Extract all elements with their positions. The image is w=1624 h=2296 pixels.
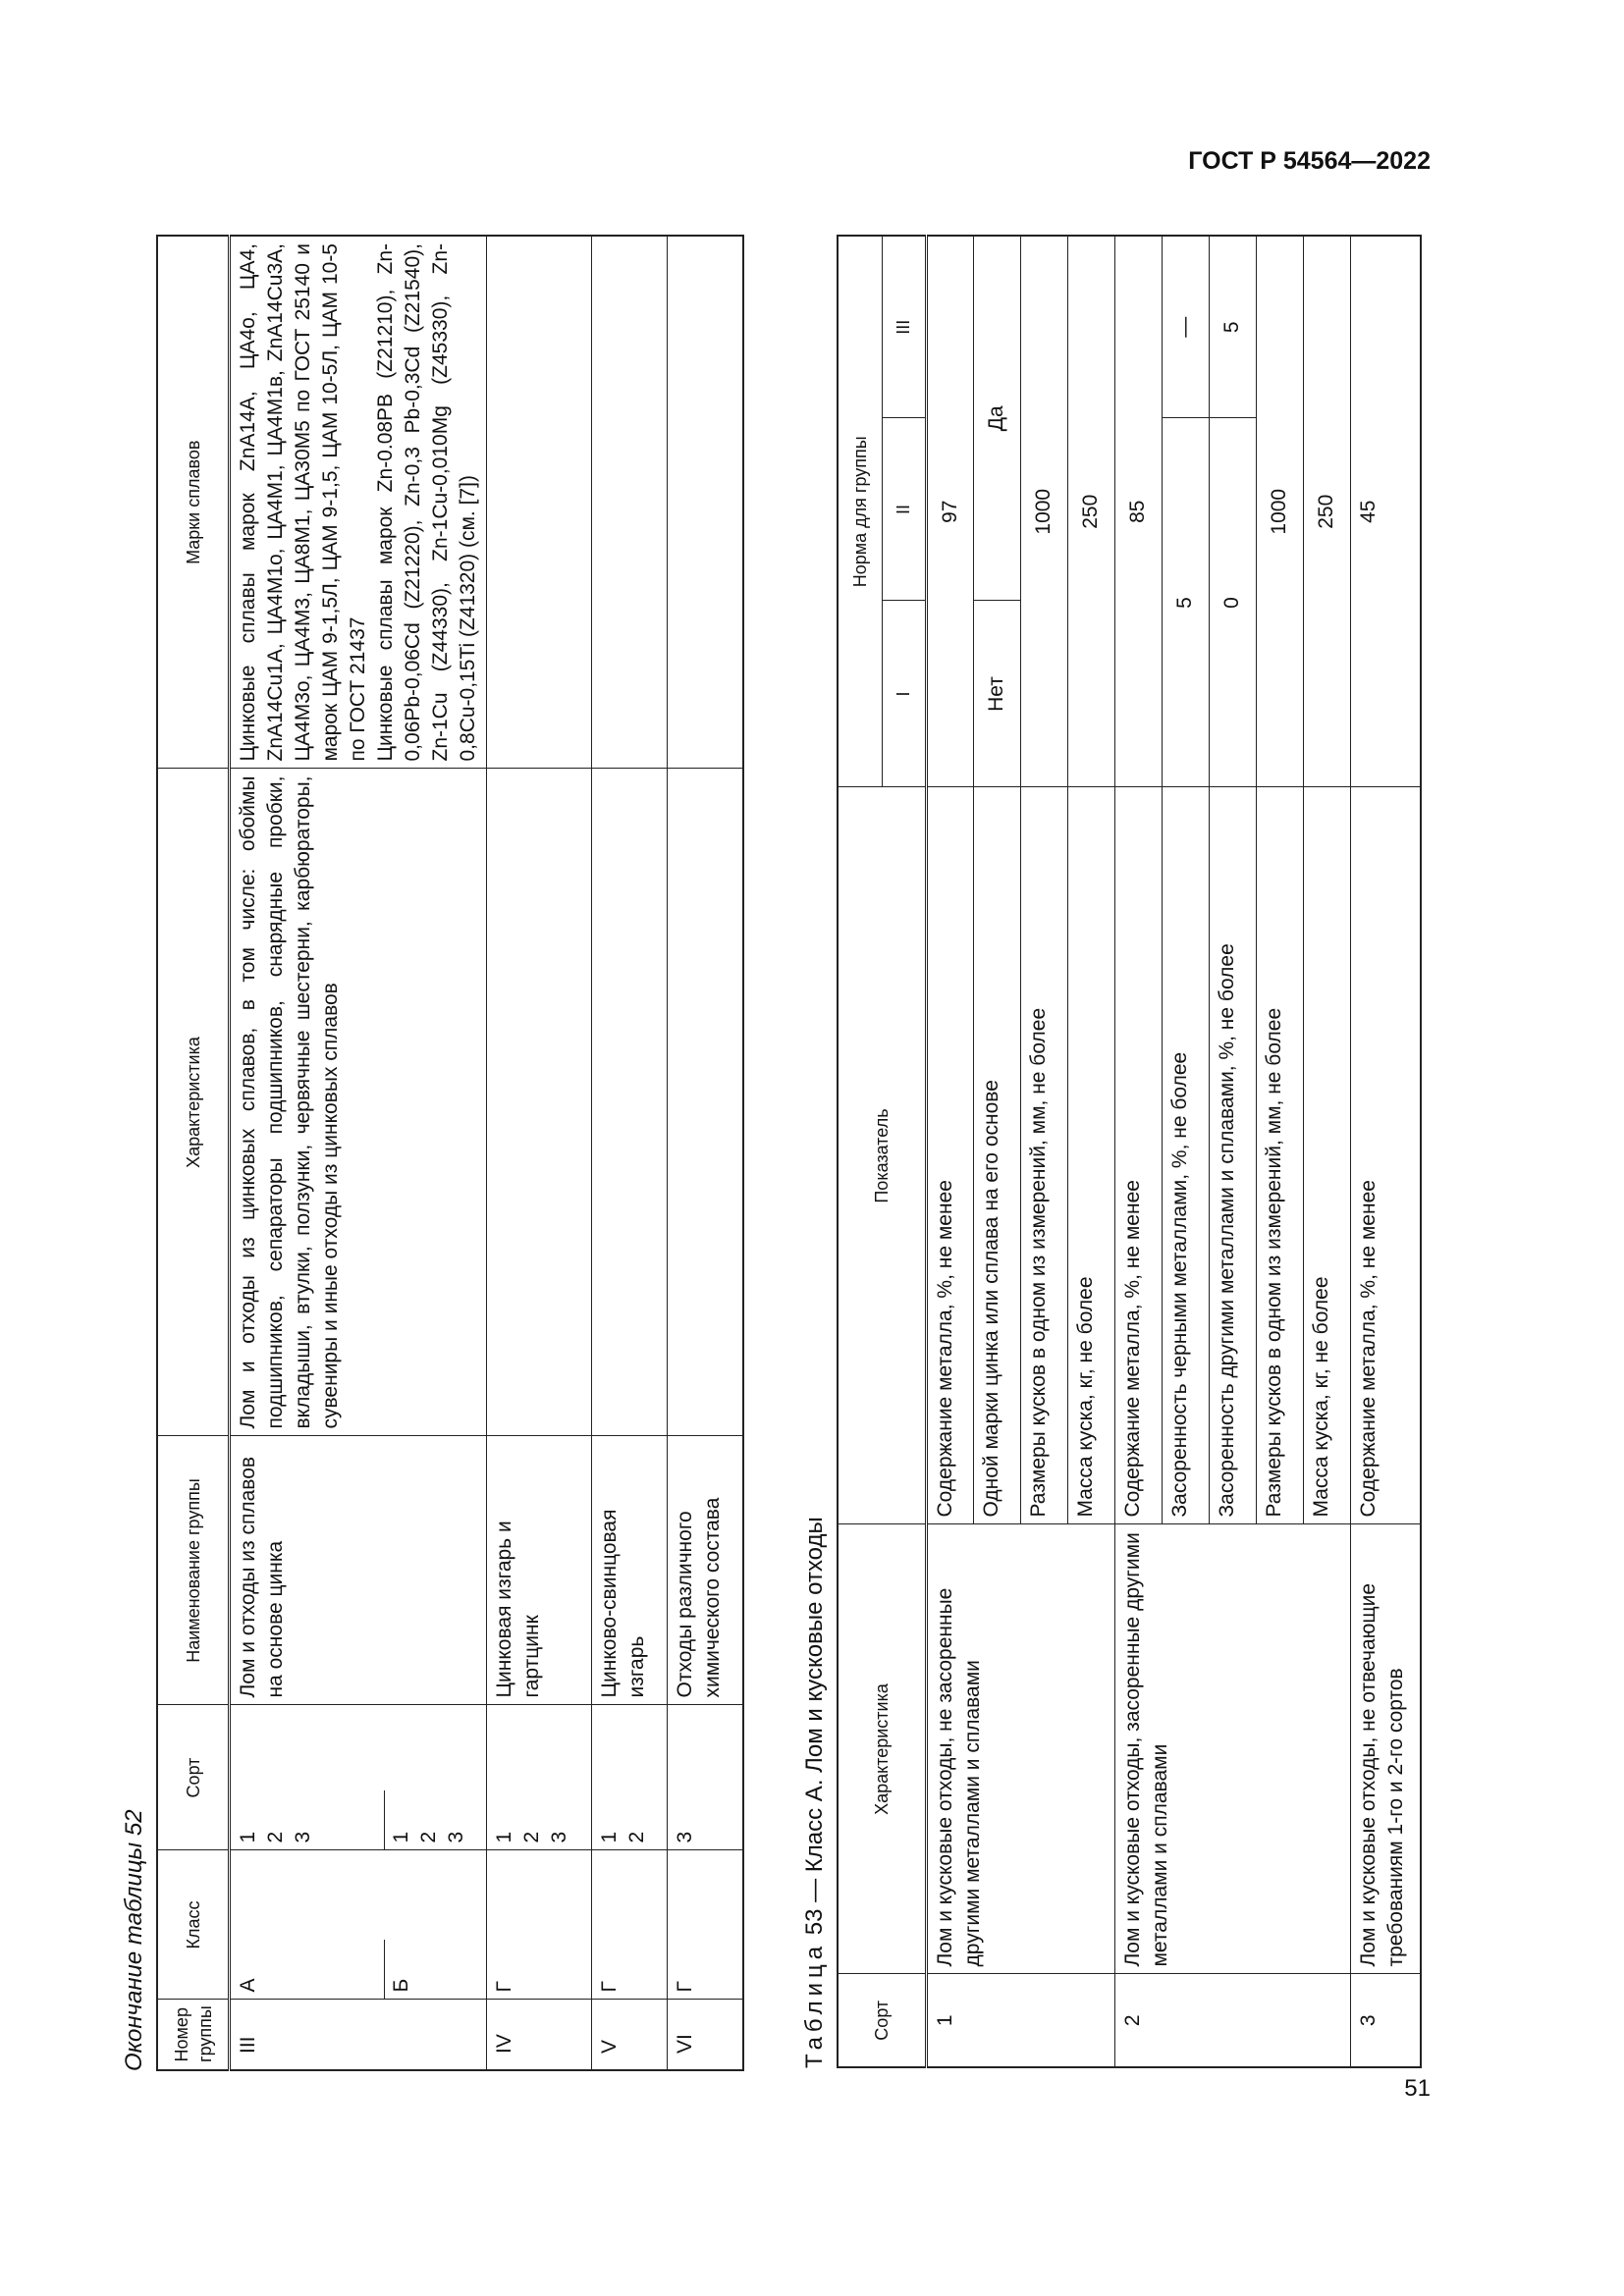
sort-cell: 3 [668, 1705, 743, 1850]
table-53 [837, 235, 1422, 2068]
table-52 [156, 235, 744, 2071]
value-cell: 97 [926, 236, 973, 787]
table-row [230, 236, 385, 2070]
document-header: ГОСТ Р 54564—2022 [1188, 147, 1431, 175]
characteristic-cell: Лом и отходы из цинковых сплавов, в том числе: обоймы подшипников, сепараторы подшипников, снарядные пробки, вкладыши, втулки, ползунки, червячные шестерни, карбюраторы, сувениры и иные отходы из цинковых сплавов [230, 769, 487, 1436]
characteristic-cell: Лом и кусковые отходы, засоренные другими металлами и сплавами [1114, 1524, 1350, 1974]
header-group-i: I [882, 601, 926, 787]
indicator-cell: Содержание металла, %, не менее [1114, 787, 1162, 1524]
sort-cell: 1 2 3 [384, 1705, 487, 1850]
table-row [592, 236, 668, 2070]
value-cell: 85 [1114, 236, 1162, 787]
value-cell: 5 [1209, 236, 1256, 418]
value-cell: 250 [1067, 236, 1114, 787]
header-characteristic: Характеристика [838, 1524, 926, 1974]
indicator-cell: Засоренность другими металлами и сплавами, %, не более [1209, 787, 1256, 1524]
table-row [926, 236, 973, 2067]
table-row [1350, 236, 1421, 2067]
alloy-grades-cell [230, 236, 487, 769]
header-alloy-grades: Марки сплавов [157, 236, 230, 769]
group-name-cell: Цинково-свинцовая изгарь [592, 1436, 668, 1705]
characteristic-cell: Лом и кусковые отходы, не засоренные другими металлами и сплавами [926, 1524, 1114, 1974]
sort-cell: 1 2 3 [487, 1705, 592, 1850]
table-52-block [113, 236, 785, 2071]
table-row [1114, 236, 1162, 2067]
value-cell: 45 [1350, 236, 1421, 787]
characteristic-cell: Лом и кусковые отходы, не отвечающие требованиям 1-го и 2-го сортов [1350, 1524, 1421, 1974]
sort-cell: 1 2 3 [230, 1705, 385, 1850]
indicator-cell: Содержание металла, %, не менее [926, 787, 973, 1524]
class-cell: Г [668, 1850, 743, 2000]
indicator-cell: Одной марки цинка или сплава на его основе [973, 787, 1020, 1524]
header-characteristic: Характеристика [157, 769, 230, 1436]
alloy-grades-cell [592, 236, 668, 769]
group-number-cell: V [592, 2000, 668, 2070]
characteristic-cell [487, 769, 592, 1436]
value-cell: 1000 [1256, 236, 1303, 787]
indicator-cell: Засоренность черными металлами, %, не более [1162, 787, 1209, 1524]
page-number: 51 [1404, 2075, 1431, 2102]
header-group-ii: II [882, 418, 926, 601]
group-number-cell: III [230, 2000, 487, 2070]
group-name-cell: Отходы различного химического состава [668, 1436, 743, 1705]
alloy-grades-gost: Цинковые сплавы марок ZnA14A, ЦА4о, ЦА4, ZnA14Cu1A, ЦА4М1о, ЦА4М1, ЦА4М1в, ZnA14Cu3A, ЦА4М3о, ЦА4М3, ЦА8М1, ЦА30М5 по ГОСТ 25140 и марок ЦАМ 9-1,5Л, ЦАМ 9-1,5, ЦАМ 10-5Л, ЦАМ 10-5 по ГОСТ 21437 [237, 243, 369, 762]
header-sort: Сорт [838, 1974, 926, 2067]
sort-cell: 1 2 [592, 1705, 668, 1850]
value-cell: Да [973, 236, 1020, 601]
indicator-cell: Содержание металла, %, не менее [1350, 787, 1421, 1524]
sort-cell: 1 [926, 1974, 1114, 2067]
group-name-cell: Цинковая изгарь и гартцинк [487, 1436, 592, 1705]
alloy-grades-cell [487, 236, 592, 769]
group-number-cell: VI [668, 2000, 743, 2070]
value-cell: 5 [1162, 418, 1209, 787]
indicator-cell: Размеры кусков в одном из измерений, мм, не более [1256, 787, 1303, 1524]
header-indicator: Показатель [838, 787, 926, 1524]
indicator-cell: Масса куска, кг, не более [1067, 787, 1114, 1524]
sort-cell: 3 [1350, 1974, 1421, 2067]
table-53-caption: Таблица 53 — Класс А. Лом и кусковые отходы [801, 1517, 828, 2068]
characteristic-cell [592, 769, 668, 1436]
characteristic-cell [668, 769, 743, 1436]
class-cell: Г [592, 1850, 668, 2000]
group-number-cell: IV [487, 2000, 592, 2070]
value-cell: — [1162, 236, 1209, 418]
alloy-grades-iso: Цинковые сплавы марок Zn-0.08PB (Z21210), Zn-0,06Pb-0,06Cd (Z21220), Zn-0,3 Pb-0,3Cd (Z21540), Zn-1Cu (Z44330), Zn-1Cu-0,010Mg (Z45330), Zn-0,8Cu-0,15Ti (Z41320) (см. [7]) [374, 243, 479, 762]
indicator-cell: Масса куска, кг, не более [1303, 787, 1350, 1524]
header-group-number: Номер группы [157, 2000, 230, 2070]
indicator-cell: Размеры кусков в одном из измерений, мм, не более [1020, 787, 1067, 1524]
table-53-block [793, 236, 1438, 2068]
table-52-caption: Окончание таблицы 52 [121, 1809, 147, 2071]
class-cell: Б [384, 1850, 487, 2000]
value-cell: 0 [1209, 418, 1256, 787]
alloy-grades-cell [668, 236, 743, 769]
sort-cell: 2 [1114, 1974, 1350, 2067]
value-cell: 250 [1303, 236, 1350, 787]
header-norm: Норма для группы [838, 236, 882, 787]
value-cell: Нет [973, 601, 1020, 787]
header-group-name: Наименование группы [157, 1436, 230, 1705]
group-name-cell: Лом и отходы из сплавов на основе цинка [230, 1436, 487, 1705]
value-cell: 1000 [1020, 236, 1067, 787]
class-cell: Г [487, 1850, 592, 2000]
header-group-iii: III [882, 236, 926, 418]
header-class: Класс [157, 1850, 230, 2000]
header-sort: Сорт [157, 1705, 230, 1850]
table-row [487, 236, 592, 2070]
table-row [668, 236, 743, 2070]
class-cell: А [230, 1850, 385, 2000]
